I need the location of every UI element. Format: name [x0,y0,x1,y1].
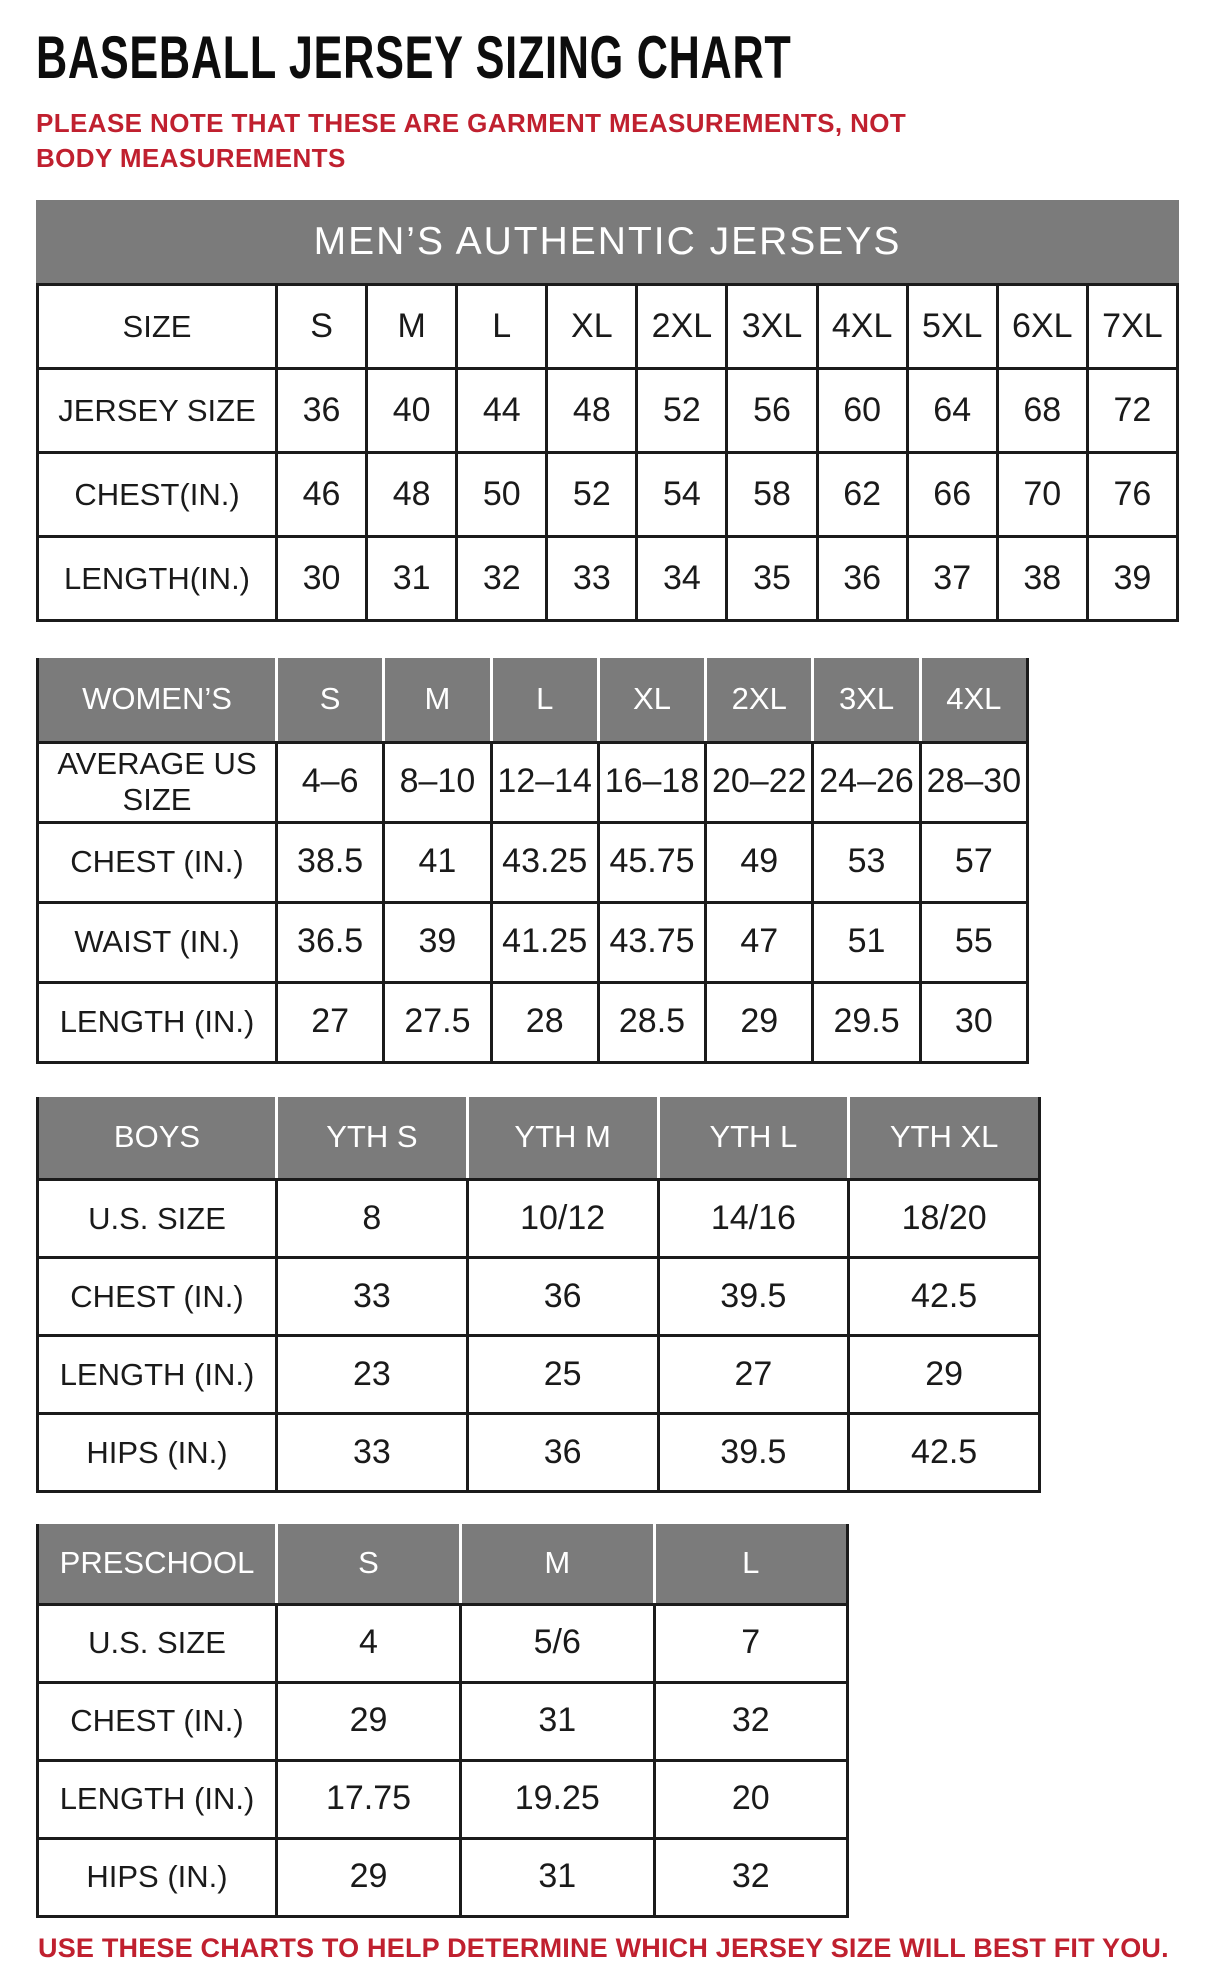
row-label: AVERAGE US SIZE [38,742,277,822]
table-cell: 32 [654,1838,848,1916]
row-label: U.S. SIZE [38,1604,277,1682]
table-cell: 33 [277,1258,468,1336]
table-cell: 4 [277,1604,461,1682]
row-label: WOMEN’S [38,658,277,742]
fit-advice-note: USE THESE CHARTS TO HELP DETERMINE WHICH JERSEY SIZE WILL BEST FIT YOU. [38,1932,1169,1963]
table-cell: 56 [727,369,817,453]
table-cell: 29 [706,982,813,1062]
header-cell: YTH M [467,1097,658,1180]
table-cell: 54 [637,453,727,537]
table-cell: 39 [1087,537,1177,621]
table-cell: 27.5 [384,982,491,1062]
table-row [38,1258,1040,1336]
table-cell: 3XL [727,285,817,369]
header-cell: L [491,658,598,742]
garment-measurements-note: PLEASE NOTE THAT THESE ARE GARMENT MEASUREMENTS, NOT BODY MEASUREMENTS [36,108,907,173]
table-cell: 2XL [637,285,727,369]
table-cell: 68 [997,369,1087,453]
table-cell: 5/6 [461,1604,655,1682]
table-cell: 48 [547,369,637,453]
row-label: SIZE [38,285,277,369]
table-cell: 24–26 [813,742,920,822]
row-label: HIPS (IN.) [38,1414,277,1492]
table-cell: 36 [277,369,367,453]
table-cell: 45.75 [598,822,705,902]
table-cell: 53 [813,822,920,902]
table-cell: 76 [1087,453,1177,537]
table-row [38,822,1028,902]
table-cell: 20 [654,1760,848,1838]
table-row [38,1336,1040,1414]
table-cell: 31 [367,537,457,621]
table-row [38,369,1178,453]
row-label: JERSEY SIZE [38,369,277,453]
table-cell: 42.5 [849,1414,1040,1492]
page-title: BASEBALL JERSEY SIZING CHART [36,24,792,91]
table-cell: 27 [277,982,384,1062]
row-label: LENGTH (IN.) [38,982,277,1062]
table-cell: 50 [457,453,547,537]
header-cell: 2XL [706,658,813,742]
table-cell: 16–18 [598,742,705,822]
table-cell: 10/12 [467,1180,658,1258]
table-cell: 29.5 [813,982,920,1062]
table-row [38,453,1178,537]
table-cell: 40 [367,369,457,453]
table-cell: 47 [706,902,813,982]
table-cell: 46 [277,453,367,537]
header-cell: 3XL [813,658,920,742]
row-label: LENGTH(IN.) [38,537,277,621]
header-cell: M [384,658,491,742]
table-cell: 35 [727,537,817,621]
table-cell: 36 [467,1258,658,1336]
table-cell: 28.5 [598,982,705,1062]
table-cell: 38.5 [277,822,384,902]
table-cell: 4–6 [277,742,384,822]
table-cell: 38 [997,537,1087,621]
table-row [38,1414,1040,1492]
table-cell: 12–14 [491,742,598,822]
table-cell: 72 [1087,369,1177,453]
header-cell: L [654,1524,848,1604]
boys-sizing-table [36,1097,1041,1494]
table-cell: 30 [277,537,367,621]
table-cell: 34 [637,537,727,621]
row-label: CHEST(IN.) [38,453,277,537]
row-label: CHEST (IN.) [38,1258,277,1336]
table-cell: 33 [277,1414,468,1492]
table-cell: 66 [907,453,997,537]
table-cell: 31 [461,1682,655,1760]
table-header-row [38,1097,1040,1180]
table-cell: 7XL [1087,285,1177,369]
table-cell: 5XL [907,285,997,369]
table-cell: 70 [997,453,1087,537]
table-header-row [38,658,1028,742]
table-cell: 29 [849,1336,1040,1414]
table-cell: 30 [920,982,1027,1062]
table-cell: 36.5 [277,902,384,982]
table-cell: 43.25 [491,822,598,902]
table-cell: 44 [457,369,547,453]
table-cell: 58 [727,453,817,537]
table-cell: 27 [658,1336,849,1414]
table-cell: 6XL [997,285,1087,369]
table-cell: 29 [277,1838,461,1916]
row-label: PRESCHOOL [38,1524,277,1604]
header-cell: M [461,1524,655,1604]
table-cell: 39.5 [658,1258,849,1336]
womens-sizing-table [36,658,1029,1064]
table-cell: L [457,285,547,369]
table-cell: 41 [384,822,491,902]
table-cell: 17.75 [277,1760,461,1838]
table-cell: 52 [637,369,727,453]
row-label: LENGTH (IN.) [38,1760,277,1838]
table-row [38,1682,848,1760]
table-cell: 39.5 [658,1414,849,1492]
table-row [38,982,1028,1062]
table-cell: 8–10 [384,742,491,822]
mens-table-title: MEN’S AUTHENTIC JERSEYS [36,200,1179,283]
header-cell: YTH L [658,1097,849,1180]
row-label: U.S. SIZE [38,1180,277,1258]
table-cell: 14/16 [658,1180,849,1258]
table-cell: 49 [706,822,813,902]
table-cell: M [367,285,457,369]
table-cell: 55 [920,902,1027,982]
row-label: CHEST (IN.) [38,822,277,902]
table-cell: 42.5 [849,1258,1040,1336]
table-cell: 36 [467,1414,658,1492]
table-cell: 32 [457,537,547,621]
table-cell: 57 [920,822,1027,902]
table-row [38,537,1178,621]
row-label: LENGTH (IN.) [38,1336,277,1414]
table-cell: 28–30 [920,742,1027,822]
table-cell: 33 [547,537,637,621]
table-cell: 19.25 [461,1760,655,1838]
row-label: BOYS [38,1097,277,1180]
table-cell: 28 [491,982,598,1062]
table-header-row [38,1524,848,1604]
table-row [38,1838,848,1916]
header-cell: 4XL [920,658,1027,742]
table-cell: 36 [817,537,907,621]
row-label: CHEST (IN.) [38,1682,277,1760]
table-cell: 39 [384,902,491,982]
table-cell: XL [547,285,637,369]
table-cell: 25 [467,1336,658,1414]
table-cell: 41.25 [491,902,598,982]
row-label: HIPS (IN.) [38,1838,277,1916]
table-row [38,1604,848,1682]
table-row [38,1760,848,1838]
table-cell: 60 [817,369,907,453]
table-cell: 7 [654,1604,848,1682]
header-cell: YTH S [277,1097,468,1180]
table-cell: S [277,285,367,369]
table-cell: 52 [547,453,637,537]
mens-sizing-table [36,283,1179,622]
header-cell: YTH XL [849,1097,1040,1180]
table-cell: 62 [817,453,907,537]
preschool-sizing-table [36,1524,849,1918]
table-cell: 37 [907,537,997,621]
table-row [38,285,1178,369]
table-cell: 43.75 [598,902,705,982]
table-cell: 48 [367,453,457,537]
table-cell: 20–22 [706,742,813,822]
table-cell: 8 [277,1180,468,1258]
table-cell: 32 [654,1682,848,1760]
table-cell: 4XL [817,285,907,369]
table-cell: 18/20 [849,1180,1040,1258]
header-cell: XL [598,658,705,742]
table-cell: 23 [277,1336,468,1414]
table-cell: 64 [907,369,997,453]
table-cell: 51 [813,902,920,982]
table-cell: 31 [461,1838,655,1916]
table-row [38,1180,1040,1258]
table-row [38,902,1028,982]
table-row [38,742,1028,822]
header-cell: S [277,1524,461,1604]
row-label: WAIST (IN.) [38,902,277,982]
header-cell: S [277,658,384,742]
table-cell: 29 [277,1682,461,1760]
